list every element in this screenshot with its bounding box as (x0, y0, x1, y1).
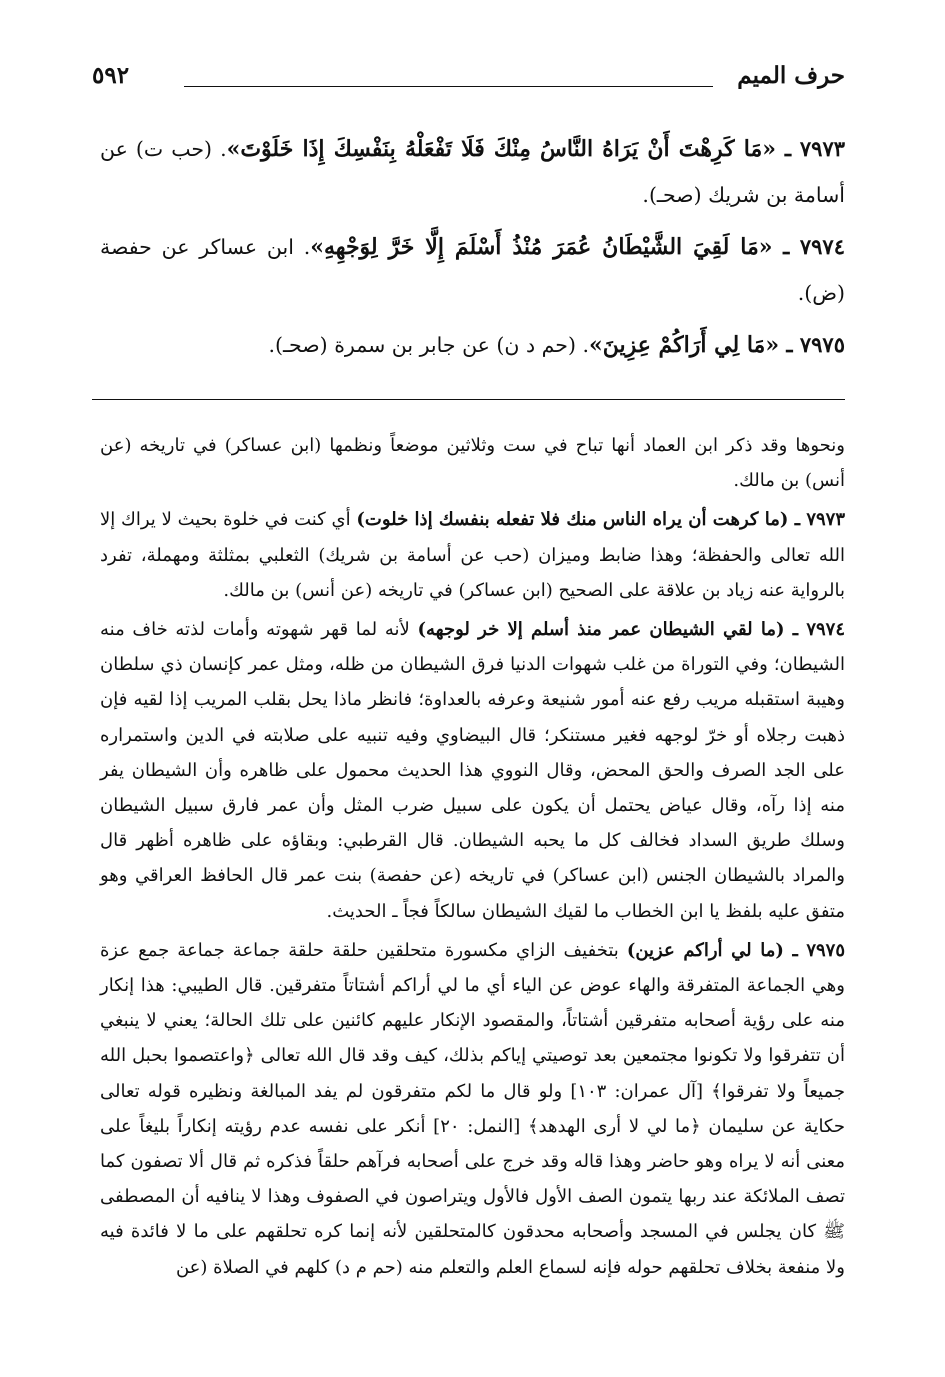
hadith-source: . (حم د ن) عن جابر بن سمرة (صحـ). (268, 333, 589, 357)
page-header (92, 62, 845, 102)
hadith-text: «مَا لِي أَرَاكُمْ عِزِينَ» (588, 332, 780, 358)
commentary-entry: ٧٩٧٣ ـ (ما كرهت أن يراه الناس منك فلا تفعله بنفسك إذا خلوت) أي كنت في خلوة بحيث لا يراك إلا الله تعالى والحفظة؛ وهذا ضابط وميزان (حب عن أسامة بن شريك) الثعلبي بمثلثة ومهملة، تفرد بالرواية عنه زياد بن علاقة على الصحيح (ابن عساكر) في تاريخه (عن أنس) بن مالك. (100, 509, 845, 601)
hadith-text: «مَا كَرِهْتَ أَنْ يَرَاهُ النَّاسُ مِنْكَ فَلَا تَفْعَلْهُ بِنَفْسِكَ إِذَا خَلَوْتَ» (226, 136, 777, 162)
hadith-number: ٧٩٧٤ (799, 234, 845, 259)
footnote-separator (92, 399, 845, 400)
commentary-number: ٧٩٧٤ (806, 619, 845, 641)
commentary-lemma: (ما لقي الشيطان عمر منذ أسلم إلا خر لوجهه) (417, 619, 785, 641)
hadith-source: . ابن عساكر عن حفصة (ض). (100, 235, 845, 305)
main-text (100, 126, 845, 374)
commentary-lemma: (ما لي أراكم عزين) (626, 939, 784, 961)
hadith-entry: ٧٩٧٤ ـ «مَا لَقِيَ الشَّيْطَانُ عُمَرَ مُنْذُ أَسْلَمَ إِلَّا خَرَّ لِوَجْهِهِ». ابن عساكر عن حفصة (ض). (100, 234, 845, 305)
hadith-number: ٧٩٧٣ (799, 136, 846, 161)
commentary-entry: ٧٩٧٤ ـ (ما لقي الشيطان عمر منذ أسلم إلا خر لوجهه) لأنه لما قهر شهوته وأمات لذته خاف منه الشيطان؛ وفي التوراة من غلب شهوات الدنيا فرق الشيطان من ظله، ومثل عمر كإنسان ذي سلطان وهيبة استقبله مريب رفع عنه أمور شنيعة وعرفه بالعداوة؛ فانظر ماذا يحل بقلب المريب إذا لقيه فإن ذهبت رجلاه أو خرّ لوجهه فغير مستنكر؛ قال البيضاوي وفيه تنبيه على صلابته في الدين واستمراره على الجد الصرف والحق المحض، وقال النووي هذا الحديث محمول على ظاهره وأن الشيطان يفر منه إذا رآه، وقال عياض يحتمل أن يكون على سبيل ضرب المثل وأن عمر فارق سبيل الشيطان وسلك طريق السداد فخالف كل ما يحبه الشيطان. قال القرطبي: وبقاؤه على ظاهره أظهر قال والمراد بالشيطان الجنس (ابن عساكر) في تاريخه (عن حفصة) بنت عمر قال الحافظ العراقي وهو متفق عليه بلفظ يا ابن الخطاب ما لقيك الشيطان سالكاً فجاً ـ الحديث. (100, 619, 845, 922)
commentary-intro: ونحوها وقد ذكر ابن العماد أنها تباح في ست وثلاثين موضعاً ونظمها (ابن عساكر) في تاريخه (عن أنس) بن مالك. (100, 435, 845, 492)
commentary (100, 428, 845, 1289)
commentary-lemma: (ما كرهت أن يراه الناس منك فلا تفعله بنفسك إذا خلوت) (356, 509, 789, 531)
hadith-entry: ٧٩٧٥ ـ «مَا لِي أَرَاكُمْ عِزِينَ». (حم د ن) عن جابر بن سمرة (صحـ). (268, 332, 845, 358)
hadith-number: ٧٩٧٥ (799, 332, 845, 357)
hadith-source: . (حب ت) عن أسامة بن شريك (صحـ). (100, 137, 845, 207)
commentary-entry: ٧٩٧٥ ـ (ما لي أراكم عزين) بتخفيف الزاي مكسورة متحلقين حلقة حلقة جماعة جماعة جمع عزة وهي الجماعة المتفرقة والهاء عوض عن الياء أي ما لي أراكم أشتاتاً متفرقين. قال الطيبي: هذا إنكار منه على رؤية أصحابه متفرقين أشتاتاً، والمقصود الإنكار عليهم كائنين على تلك الحالة؛ يعني لا ينبغي أن تتفرقوا ولا تكونوا مجتمعين بعد توصيتي إياكم بذلك، كيف وقد قال الله تعالى ﴿واعتصموا بحبل الله جميعاً ولا تفرقوا﴾ [آل عمران: ١٠٣] ولو قال ما لكم متفرقون لم يفد المبالغة ونظيره قوله تعالى حكاية عن سليمان ﴿ما لي لا أرى الهدهد﴾ [النمل: ٢٠] أنكر على نفسه عدم رؤيته إنكاراً بليغاً على معنى أنه لا يراه وهو حاضر وهذا قاله وقد خرج على أصحابه فرآهم حلقاً فذكره ثم قال ألا تصفون كما تصف الملائكة عند ربها يتمون الصف الأول فالأول ويتراصون في الصفوف وهذا لا ينافيه أن المصطفى ﷺ كان يجلس في المسجد وأصحابه محدقون كالمتحلقين لأنه إنما كره تحلقهم على ما لا فائدة فيه ولا منفعة بخلاف تحلقهم حوله فإنه لسماع العلم والتعلم منه (حم م د) كلهم في الصلاة (عن (100, 939, 845, 1278)
page-number: ٥٩٢ (92, 62, 130, 89)
commentary-text: بتخفيف الزاي مكسورة متحلقين حلقة حلقة جماعة جماعة جمع عزة وهي الجماعة المتفرقة والهاء عوض عن الياء أي ما لي أراكم أشتاتاً متفرقين. قال الطيبي: هذا إنكار منه على رؤية أصحابه متفرقين أشتاتاً، والمقصود الإنكار عليهم كائنين على تلك الحالة؛ يعني لا ينبغي أن تتفرقوا ولا تكونوا مجتمعين بعد توصيتي إياكم بذلك، كيف وقد قال الله تعالى ﴿واعتصموا بحبل الله جميعاً ولا تفرقوا﴾ [آل عمران: ١٠٣] ولو قال ما لكم متفرقون لم يفد المبالغة ونظيره قوله تعالى حكاية عن سليمان ﴿ما لي لا أرى الهدهد﴾ [النمل: ٢٠] أنكر على نفسه عدم رؤيته إنكاراً بليغاً على معنى أنه لا يراه وهو حاضر وهذا قاله وقد خرج على أصحابه فرآهم حلقاً فذكره ثم قال ألا تصفون كما تصف الملائكة عند ربها يتمون الصف الأول فالأول ويتراصون في الصفوف وهذا لا ينافيه أن المصطفى ﷺ كان يجلس في المسجد وأصحابه محدقون كالمتحلقين لأنه إنما كره تحلقهم على ما لا فائدة فيه ولا منفعة بخلاف تحلقهم حوله فإنه لسماع العلم والتعلم منه (حم م د) كلهم في الصلاة (عن (100, 939, 845, 1278)
commentary-text: أي كنت في خلوة بحيث لا يراك إلا الله تعالى والحفظة؛ وهذا ضابط وميزان (حب عن أسامة بن شريك) الثعلبي بمثلثة ومهملة، تفرد بالرواية عنه زياد بن علاقة على الصحيح (ابن عساكر) في تاريخه (عن أنس) بن مالك. (100, 509, 845, 601)
chapter-title: حرف الميم (737, 62, 845, 89)
hadith-entry: ٧٩٧٣ ـ «مَا كَرِهْتَ أَنْ يَرَاهُ النَّاسُ مِنْكَ فَلَا تَفْعَلْهُ بِنَفْسِكَ إِذَا خَلَوْتَ». (حب ت) عن أسامة بن شريك (صحـ). (100, 136, 846, 207)
commentary-number: ٧٩٧٥ (806, 939, 845, 961)
commentary-number: ٧٩٧٣ (806, 509, 845, 531)
hadith-text: «مَا لَقِيَ الشَّيْطَانُ عُمَرَ مُنْذُ أَسْلَمَ إِلَّا خَرَّ لِوَجْهِهِ» (310, 234, 773, 260)
header-rule (184, 86, 713, 87)
commentary-text: لأنه لما قهر شهوته وأمات لذته خاف منه الشيطان؛ وفي التوراة من غلب شهوات الدنيا فرق الشيطان من ظله، ومثل عمر كإنسان ذي سلطان وهيبة استقبله مريب رفع عنه أمور شنيعة وعرفه بالعداوة؛ فانظر ماذا يحل بقلب المريب إذا لقيه فإن ذهبت رجلاه أو خرّ لوجهه فغير مستنكر؛ قال البيضاوي وفيه تنبيه على صلابته في الدين واستمراره على الجد الصرف والحق المحض، وقال النووي هذا الحديث محمول على ظاهره وأن الشيطان يفر منه إذا رآه، وقال عياض يحتمل أن يكون على سبيل ضرب المثل وأن عمر فارق سبيل الشيطان وسلك طريق السداد فخالف كل ما يحبه الشيطان. قال القرطبي: وبقاؤه على ظاهره أظهر قال والمراد بالشيطان الجنس (ابن عساكر) في تاريخه (عن حفصة) بنت عمر قال الحافظ العراقي وهو متفق عليه بلفظ يا ابن الخطاب ما لقيك الشيطان سالكاً فجاً ـ الحديث. (100, 619, 845, 922)
